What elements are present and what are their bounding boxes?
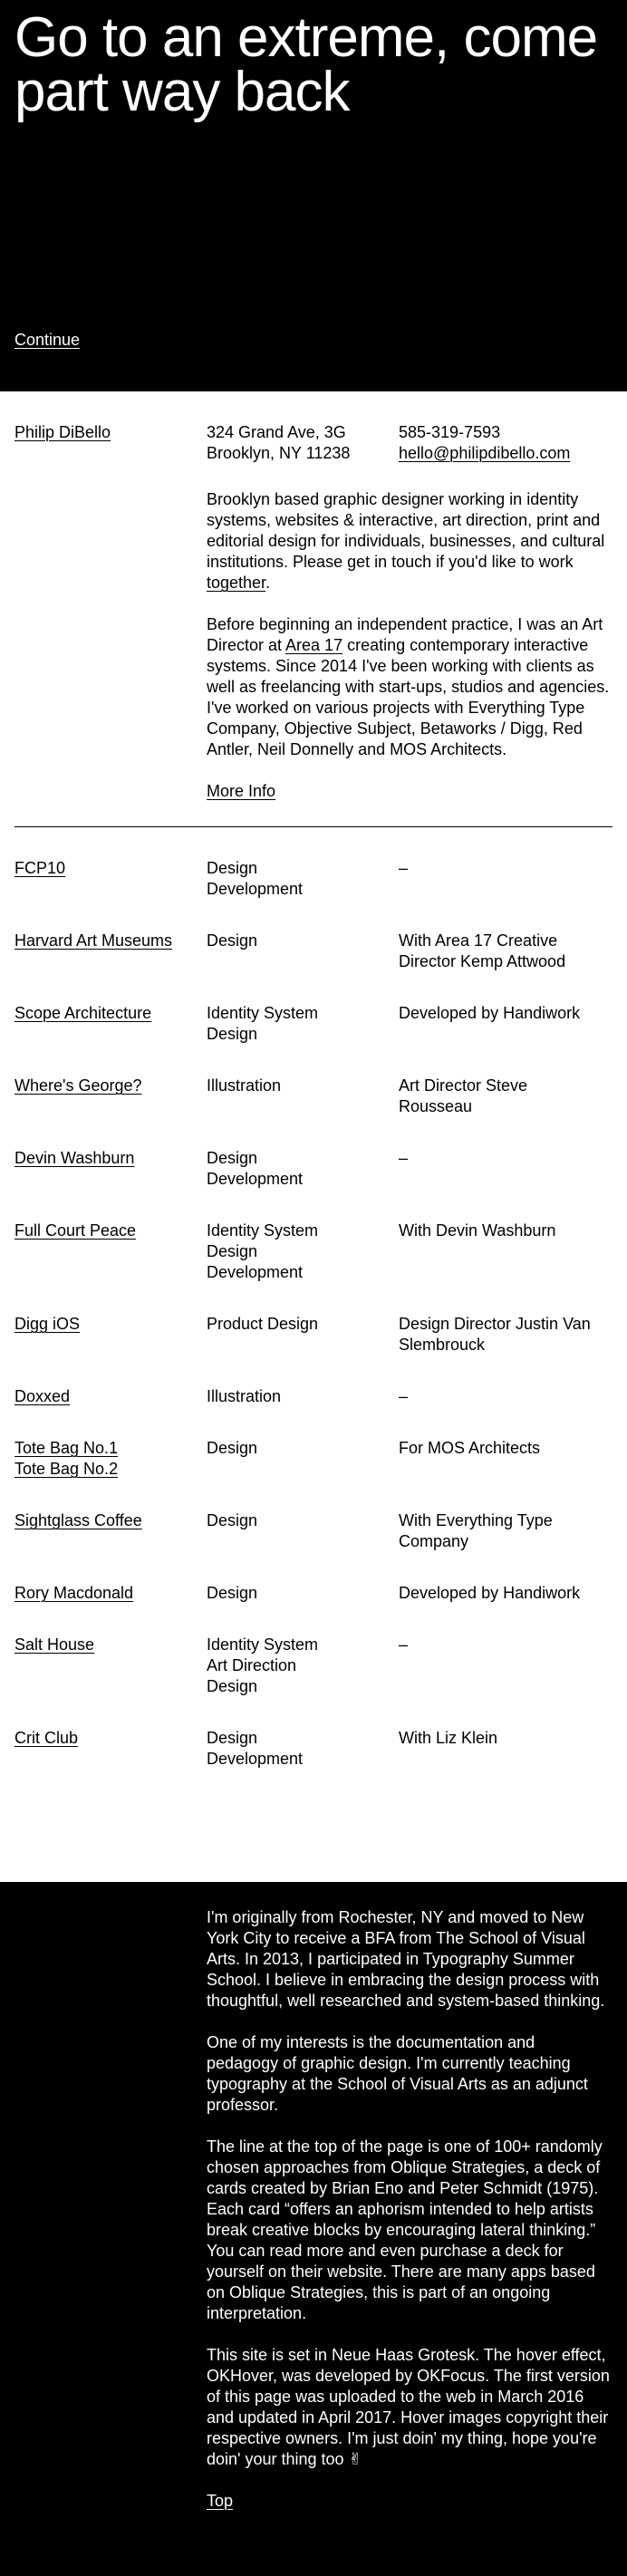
contact-section [0, 391, 627, 802]
project-credit: With Devin Washburn [399, 1221, 556, 1240]
footer-paragraph-2: One of my interests is the documentation and pedagogy of graphic design. I'm currently teaching typography at the School of Visual Arts as an adjunct professor. [207, 2033, 588, 2114]
project-name-cell [14, 1003, 207, 1045]
project-row [14, 1583, 613, 1604]
project-credit: With Liz Klein [399, 1729, 498, 1747]
project-row [14, 1438, 613, 1480]
back-to-top-link[interactable]: Top [207, 2492, 234, 2510]
project-row [14, 1076, 613, 1117]
project-roles-cell [207, 1438, 399, 1480]
project-role: Design [207, 859, 258, 877]
project-role: Development [207, 1263, 304, 1281]
project-roles-cell [207, 1220, 399, 1283]
project-row [14, 1220, 613, 1283]
project-credit: For MOS Architects [399, 1439, 541, 1457]
project-name-cell [14, 1510, 207, 1552]
bio-paragraph-2: Before beginning an independent practice, I was an Art Director at Area 17 creating contemporary interactive systems. Since 2014 I've been working with clients as well as freelancing with start-ups, studios and agencies. I've worked on various projects with Everything Type Company, Objective Subject, Betaworks / Digg, Red Antler, Neil Donnelly and MOS Architects. [207, 615, 610, 758]
project-row [14, 1003, 613, 1045]
project-roles-cell [207, 1386, 399, 1407]
area17-link[interactable]: Area 17 [285, 636, 343, 654]
project-credit: Developed by Handiwork [399, 1584, 581, 1602]
project-credit: Art Director Steve Rousseau [399, 1076, 528, 1115]
project-row [14, 931, 613, 972]
project-credit: – [399, 859, 409, 877]
project-link[interactable]: Tote Bag No.1 [14, 1439, 119, 1457]
project-link[interactable]: Rory Macdonald [14, 1584, 134, 1602]
project-name-cell [14, 1438, 207, 1480]
oblique-strategy-headline: Go to an extreme, come part way back [14, 6, 598, 123]
address [207, 422, 399, 464]
project-role: Identity System [207, 1004, 319, 1022]
project-role: Illustration [207, 1387, 282, 1405]
footer-paragraph-1: I'm originally from Rochester, NY and moved to New York City to receive a BFA from The School of Visual Arts. In 2013, I participated in Typography Summer School. I believe in embracing the design process with thoughtful, well researched and system-based thinking. [207, 1908, 605, 2010]
project-role: Design [207, 931, 258, 950]
project-link[interactable]: Where's George? [14, 1076, 142, 1095]
name-link[interactable]: Philip DiBello [14, 423, 111, 441]
project-roles-cell [207, 1583, 399, 1604]
project-row [14, 1314, 613, 1356]
project-credit: – [399, 1387, 409, 1405]
project-credit: Design Director Justin Van Slembrouck [399, 1315, 591, 1354]
project-role: Design [207, 1439, 258, 1457]
project-role: Design [207, 1729, 258, 1747]
project-roles-cell [207, 1510, 399, 1552]
project-name-cell [14, 1148, 207, 1190]
project-name-cell [14, 1314, 207, 1356]
project-role: Design [207, 1025, 258, 1043]
project-link[interactable]: Digg iOS [14, 1315, 81, 1333]
project-name-cell [14, 1635, 207, 1697]
project-link[interactable]: Doxxed [14, 1387, 71, 1405]
project-role: Design [207, 1511, 258, 1529]
project-credit: Developed by Handiwork [399, 1004, 581, 1022]
project-role: Design [207, 1242, 258, 1260]
project-link[interactable]: Sightglass Coffee [14, 1511, 142, 1529]
project-row [14, 1728, 613, 1770]
address-line2: Brooklyn, NY 11238 [207, 444, 351, 462]
project-role: Product Design [207, 1315, 319, 1333]
project-name-cell [14, 1583, 207, 1604]
project-name-cell [14, 1220, 207, 1283]
together-link[interactable]: together [207, 574, 266, 592]
project-role: Design [207, 1584, 258, 1602]
project-link[interactable]: FCP10 [14, 859, 66, 877]
bio-paragraph-1: Brooklyn based graphic designer working in identity systems, websites & interactive, art direction, print and editorial design for individuals, businesses, and cultural institutions. Please get in touch if you'd like to work together. [207, 490, 605, 592]
project-roles-cell [207, 858, 399, 900]
footer-paragraph-4: This site is set in Neue Haas Grotesk. The hover effect, OKHover, was developed by OKFocus. The first version of this page was uploaded to the web in March 2016 and updated in April 2017. Hover images copyright their respective owners. I'm just doin' my thing, hope you're doin' your thing too ✌ [207, 2346, 610, 2468]
hero [0, 0, 627, 391]
email-link[interactable]: hello@philipdibello.com [399, 444, 571, 462]
project-link[interactable]: Full Court Peace [14, 1221, 137, 1240]
project-roles-cell [207, 1003, 399, 1045]
project-credit: With Area 17 Creative Director Kemp Attwood [399, 931, 566, 970]
project-link[interactable]: Salt House [14, 1635, 95, 1654]
project-role: Identity System [207, 1221, 319, 1240]
phone-number: 585-319-7593 [399, 423, 501, 441]
project-roles-cell [207, 1635, 399, 1697]
project-roles-cell [207, 1076, 399, 1117]
project-link[interactable]: Devin Washburn [14, 1149, 135, 1167]
continue-link[interactable]: Continue [14, 331, 81, 349]
project-name-cell [14, 1076, 207, 1117]
project-link[interactable]: Tote Bag No.2 [14, 1460, 119, 1478]
more-info-link[interactable]: More Info [207, 782, 276, 800]
project-link[interactable]: Scope Architecture [14, 1004, 152, 1022]
project-name-cell [14, 1728, 207, 1770]
project-credit: – [399, 1149, 409, 1167]
project-role: Development [207, 880, 304, 898]
project-role: Development [207, 1750, 304, 1768]
project-list [0, 827, 627, 1770]
project-row [14, 858, 613, 900]
project-role: Development [207, 1170, 304, 1188]
footer [0, 1882, 627, 2576]
project-row [14, 1510, 613, 1552]
project-name-cell [14, 858, 207, 900]
project-link[interactable]: Crit Club [14, 1729, 79, 1747]
footer-paragraph-3: The line at the top of the page is one of 100+ randomly chosen approaches from Oblique Strategies, a deck of cards created by Brian Eno and Peter Schmidt (1975). Each card “offers an aphorism intended to help artists break creative blocks by encouraging lateral thinking.” You can read more and even purchase a deck for yourself on their website. There are many apps based on Oblique Strategies, this is part of an ongoing interpretation. [207, 2137, 603, 2322]
project-credit: With Everything Type Company [399, 1511, 553, 1550]
project-row [14, 1635, 613, 1697]
bio [207, 489, 613, 802]
project-role: Art Direction [207, 1656, 297, 1674]
project-link[interactable]: Harvard Art Museums [14, 931, 173, 950]
project-role: Design [207, 1149, 258, 1167]
project-row [14, 1386, 613, 1407]
project-roles-cell [207, 931, 399, 972]
project-credit: – [399, 1635, 409, 1654]
project-name-cell [14, 1386, 207, 1407]
project-row [14, 1148, 613, 1190]
project-roles-cell [207, 1728, 399, 1770]
project-role: Illustration [207, 1076, 282, 1095]
project-role: Identity System [207, 1635, 319, 1654]
project-roles-cell [207, 1314, 399, 1356]
project-roles-cell [207, 1148, 399, 1190]
project-name-cell [14, 931, 207, 972]
project-role: Design [207, 1677, 258, 1695]
address-line1: 324 Grand Ave, 3G [207, 423, 346, 441]
